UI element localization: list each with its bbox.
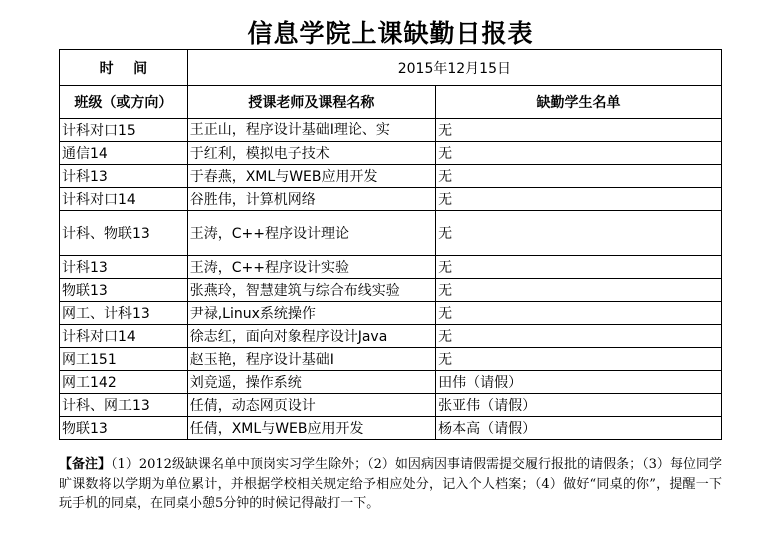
class-cell: 通信14 (60, 142, 188, 165)
header-class: 班级（或方向） (60, 86, 188, 119)
class-cell: 计科13 (60, 165, 188, 188)
course-cell: 王正山，程序设计基础I理论、实 (187, 119, 435, 142)
class-cell: 计科对口15 (60, 119, 188, 142)
course-cell: 赵玉艳，程序设计基础I (187, 348, 435, 371)
header-course: 授课老师及课程名称 (187, 86, 435, 119)
class-cell: 计科、网工13 (60, 394, 188, 417)
table-row (60, 325, 722, 348)
table-row (60, 417, 722, 440)
table-row (60, 119, 722, 142)
course-cell: 刘竞遥，操作系统 (187, 371, 435, 394)
class-cell: 计科、物联13 (60, 211, 188, 256)
class-cell: 网工、计科13 (60, 302, 188, 325)
course-cell: 谷胜伟，计算机网络 (187, 188, 435, 211)
course-cell: 尹禄,Linux系统操作 (187, 302, 435, 325)
absent-cell: 无 (436, 279, 722, 302)
course-cell: 王涛，C++程序设计实验 (187, 256, 435, 279)
absent-cell: 无 (436, 119, 722, 142)
absent-cell: 无 (436, 188, 722, 211)
table-row (60, 279, 722, 302)
absent-cell: 无 (436, 142, 722, 165)
class-cell: 物联13 (60, 279, 188, 302)
table-row (60, 371, 722, 394)
class-cell: 物联13 (60, 417, 188, 440)
course-cell: 张燕玲，智慧建筑与综合布线实验 (187, 279, 435, 302)
table-row (60, 256, 722, 279)
course-cell: 于春燕，XML与WEB应用开发 (187, 165, 435, 188)
class-cell: 计科13 (60, 256, 188, 279)
class-cell: 网工151 (60, 348, 188, 371)
remarks-text: （1）2012级缺课名单中顶岗实习学生除外；（2）如因病因事请假需提交履行报批的请假条；（3）每位同学旷课数将以学期为单位累计，并根据学校相关规定给予相应处分，记入个人档案；（4）做好“同桌的你”，提醒一下玩手机的同桌，在同桌小憩5分钟的时候记得敲打一下。 (59, 457, 722, 511)
remarks-label: 【备注】 (59, 457, 112, 472)
course-cell: 任倩，动态网页设计 (187, 394, 435, 417)
absent-cell: 无 (436, 348, 722, 371)
remarks (59, 455, 722, 514)
table-row (60, 188, 722, 211)
absent-cell: 无 (436, 256, 722, 279)
course-cell: 于红利，模拟电子技术 (187, 142, 435, 165)
absent-cell: 田伟（请假） (436, 371, 722, 394)
course-cell: 徐志红，面向对象程序设计Java (187, 325, 435, 348)
absent-cell: 无 (436, 211, 722, 256)
absence-report-table (59, 49, 722, 440)
course-cell: 任倩，XML与WEB应用开发 (187, 417, 435, 440)
page-title: 信息学院上课缺勤日报表 (247, 19, 534, 48)
class-cell: 网工142 (60, 371, 188, 394)
report-date: 2015年12月15日 (187, 50, 721, 86)
absent-cell: 无 (436, 302, 722, 325)
time-label: 时 间 (60, 50, 188, 86)
header-row (60, 86, 722, 119)
absent-cell: 无 (436, 325, 722, 348)
table-row (60, 394, 722, 417)
table-row (60, 348, 722, 371)
absent-cell: 杨本高（请假） (436, 417, 722, 440)
table-row (60, 142, 722, 165)
table-row (60, 302, 722, 325)
table-row (60, 165, 722, 188)
class-cell: 计科对口14 (60, 188, 188, 211)
time-row (60, 50, 722, 86)
header-absent: 缺勤学生名单 (436, 86, 722, 119)
absent-cell: 无 (436, 165, 722, 188)
class-cell: 计科对口14 (60, 325, 188, 348)
absent-cell: 张亚伟（请假） (436, 394, 722, 417)
table-row (60, 211, 722, 256)
course-cell: 王涛，C++程序设计理论 (187, 211, 435, 256)
